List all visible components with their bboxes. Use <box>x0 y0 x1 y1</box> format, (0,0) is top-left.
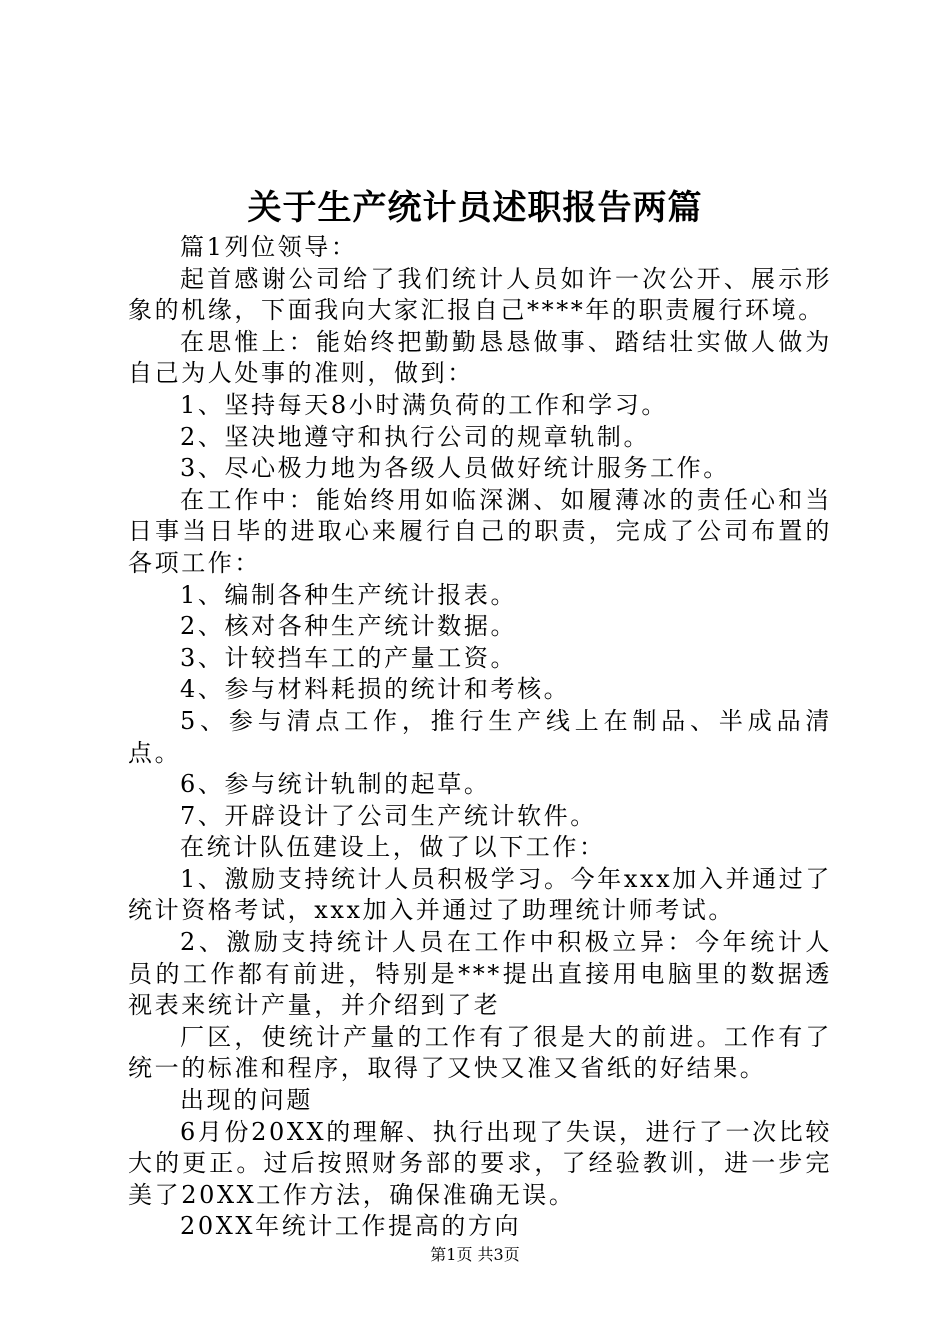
document-body <box>128 232 832 1243</box>
page-footer: 第1页 共3页 <box>430 1245 520 1264</box>
paragraph: 在统计队伍建设上，做了以下工作： <box>180 833 606 862</box>
paragraph: 篇1列位领导： <box>180 233 358 261</box>
paragraph: 在工作中：能始终用如临深渊、如履薄冰的责任心和当日事当日毕的进取心来履行自己的职责，完成了公司布置的各项工作： <box>128 485 832 577</box>
list-item: 3、尽心极力地为各级人员做好统计服务工作。 <box>180 454 730 483</box>
paragraph: 6月份20XX的理解、执行出现了失误，进行了一次比较大的更正。过后按照财务部的要求，了经验教训，进一步完美了20XX工作方法，确保准确无误。 <box>128 1117 832 1209</box>
list-item: 4、参与材料耗损的统计和考核。 <box>180 675 571 704</box>
list-item: 1、激励支持统计人员积极学习。今年xxx加入并通过了统计资格考试，xxx加入并通过了助理统计师考试。 <box>128 864 832 925</box>
list-item: 1、编制各种生产统计报表。 <box>180 580 518 609</box>
section-heading: 20XX年统计工作提高的方向 <box>180 1212 522 1241</box>
list-item: 2、坚决地遵守和执行公司的规章轨制。 <box>180 422 651 451</box>
list-item: 2、激励支持统计人员在工作中积极立异：今年统计人员的工作都有前进，特别是***提出直接用电脑里的数据透视表来统计产量，并介绍到了老 <box>128 928 832 1020</box>
list-item: 1、坚持每天8小时满负荷的工作和学习。 <box>180 390 668 419</box>
paragraph: 在思惟上：能始终把勤勤恳恳做事、踏结壮实做人做为自己为人处事的准则，做到： <box>128 327 832 388</box>
paragraph: 起首感谢公司给了我们统计人员如许一次公开、展示形象的机缘，下面我向大家汇报自己****年的职责履行环境。 <box>128 264 832 325</box>
paragraph: 厂区，使统计产量的工作有了很是大的前进。工作有了统一的标准和程序，取得了又快又准又省纸的好结果。 <box>128 1022 832 1083</box>
list-item: 6、参与统计轨制的起草。 <box>180 770 491 799</box>
list-item: 2、核对各种生产统计数据。 <box>180 612 518 641</box>
list-item: 5、参与清点工作，推行生产线上在制品、半成品清点。 <box>128 706 832 767</box>
section-heading: 出现的问题 <box>180 1086 313 1115</box>
document-title: 关于生产统计员述职报告两篇 <box>247 188 703 228</box>
list-item: 7、开辟设计了公司生产统计软件。 <box>180 801 597 830</box>
list-item: 3、计较挡车工的产量工资。 <box>180 643 518 672</box>
